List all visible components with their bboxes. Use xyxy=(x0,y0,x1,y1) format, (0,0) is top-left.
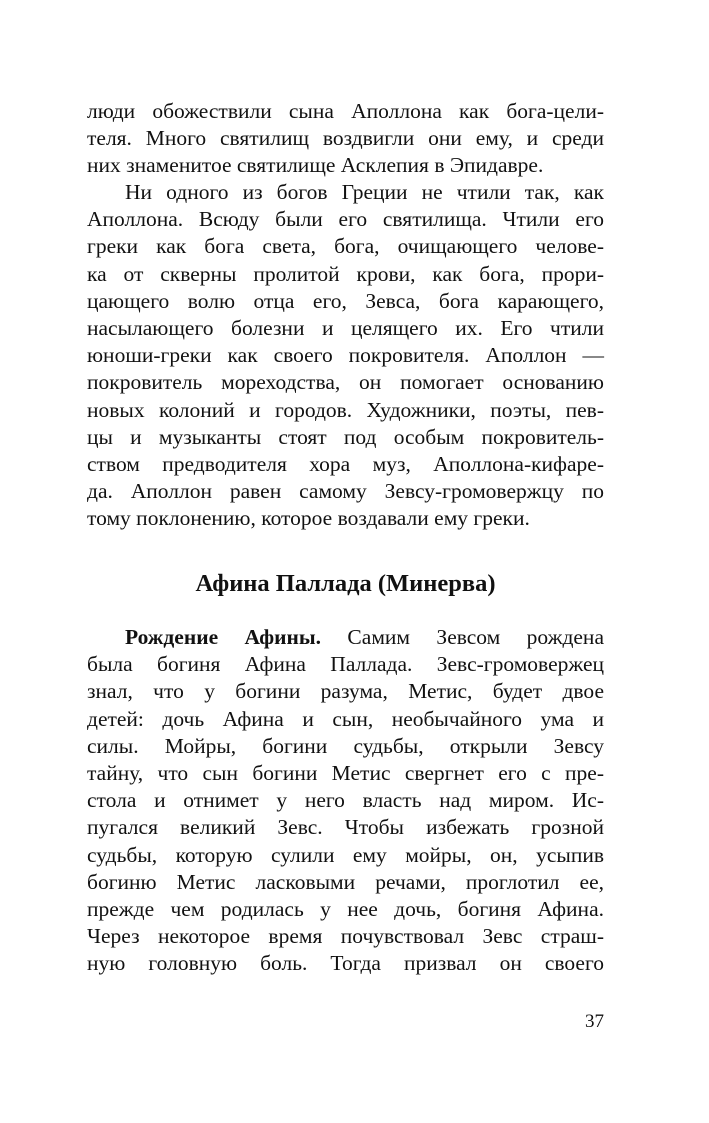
text-line: Ни одного из богов Греции не чтили так, как xyxy=(125,180,604,204)
text-line: да. Аполлон равен самому Зевсу-громовержцу по xyxy=(87,479,604,504)
first-line-rest: Самим Зевсом рождена xyxy=(321,625,604,649)
text-line: стола и отнимет у него власть над миром. Ис- xyxy=(87,788,604,813)
text-line: была богиня Афина Паллада. Зевс-громовержец xyxy=(87,652,604,677)
text-line: цы и музыканты стоят под особым покровитель- xyxy=(87,424,604,449)
text-line-first xyxy=(87,624,604,651)
text-line: греки как бога света, бога, очищающего челове- xyxy=(87,234,604,259)
paragraph-lead: Рождение Афины. xyxy=(125,625,322,649)
paragraph-asclepius-end xyxy=(87,98,604,180)
text-line: ную головную боль. Тогда призвал он своего xyxy=(87,951,604,976)
text-line: новых колоний и городов. Художники, поэты, пев- xyxy=(87,397,604,422)
text-line: ством предводителя хора муз, Аполлона-кифаре- xyxy=(87,451,604,476)
text-line: покровитель мореходства, он помогает основанию xyxy=(87,370,604,395)
text-line: Через некоторое время почувствовал Зевс страш- xyxy=(87,924,604,949)
text-line: детей: дочь Афина и сын, необычайного ума и xyxy=(87,706,604,731)
text-line: цающего волю отца его, Зевса, бога карающего, xyxy=(87,288,604,313)
text-line: судьбы, которую сулили ему мойры, он, усыпив xyxy=(87,842,604,867)
paragraph-apollo-worship xyxy=(87,179,604,532)
page-number: 37 xyxy=(585,1011,604,1032)
text-line: знал, что у богини разума, Метис, будет двое xyxy=(87,679,604,704)
text-line: тому поклонению, которое воздавали ему греки. xyxy=(87,506,530,531)
text-line: богиню Метис ласковыми речами, проглотил ее, xyxy=(87,869,604,894)
text-line: теля. Много святилищ воздвигли они ему, и среди xyxy=(87,126,604,151)
text-line: пугался великий Зевс. Чтобы избежать грозной xyxy=(87,815,604,840)
text-line: Аполлона. Всюду были его святилища. Чтили его xyxy=(87,207,604,232)
text-line: силы. Мойры, богини судьбы, открыли Зевсу xyxy=(87,733,604,758)
text-line: ка от скверны пролитой крови, как бога, прори- xyxy=(87,261,604,286)
text-line: люди обожествили сына Аполлона как бога-цели- xyxy=(87,99,604,123)
text-line: насылающего болезни и целящего их. Его чтили xyxy=(87,315,604,340)
text-line: юноши-греки как своего покровителя. Аполлон — xyxy=(87,343,604,368)
section-heading: Афина Паллада (Минерва) xyxy=(195,570,496,597)
paragraph-athena-birth xyxy=(87,624,604,977)
text-line: них знаменитое святилище Асклепия в Эпидавре. xyxy=(87,153,544,178)
text-line: тайну, что сын богини Метис свергнет его с пре- xyxy=(87,760,604,785)
text-line: прежде чем родилась у нее дочь, богиня Афина. xyxy=(87,896,604,921)
